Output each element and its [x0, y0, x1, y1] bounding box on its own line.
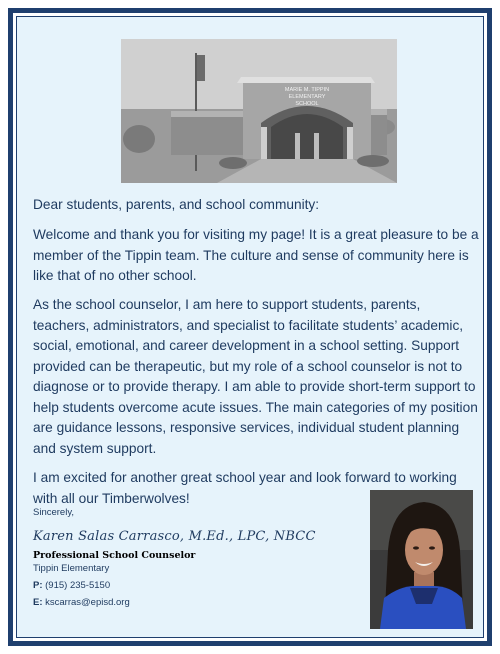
- school-sign-line-2: ELEMENTARY: [288, 94, 326, 100]
- letter-paragraph-role: As the school counselor, I am here to support students, parents, teachers, administrators, and specialist to facilitate students’ academic, social, emotional, and career development in a school setting. Support provided can be therapeutic, but my role of a school counselor is not to diagnose or to provide therapy. I am able to provide short-term support to help students overcome acute issues. The main categories of my position are guidance lessons, responsive services, individual student planning and system support.: [33, 297, 478, 456]
- school-building-photo: [121, 39, 397, 183]
- letter-greeting: Dear students, parents, and school community:: [33, 197, 320, 212]
- signature-school: Tippin Elementary: [33, 563, 110, 574]
- letter-panel: [16, 16, 484, 638]
- page-border: [8, 8, 492, 646]
- letter-closing: Sincerely,: [33, 507, 75, 518]
- phone-number: (915) 235-5150: [45, 580, 111, 591]
- letter-paragraph-welcome: Welcome and thank you for visiting my page! It is a great pleasure to be a member of the Tippin team. The culture and sense of community here is like that of no other school.: [33, 227, 479, 283]
- email-address: kscarras@episd.org: [45, 597, 130, 608]
- email-label: E:: [33, 597, 43, 608]
- signature-title: Professional School Counselor: [33, 550, 196, 561]
- school-sign-line-3: SCHOOL: [295, 101, 319, 107]
- phone-label: P:: [33, 580, 43, 591]
- school-sign-line-1: MARIE M. TIPPIN: [284, 87, 330, 93]
- signature-name: Karen Salas Carrasco, M.Ed., LPC, NBCC: [33, 529, 316, 544]
- letter-paragraph-closing: I am excited for another great school year and look forward to working with all our Timberwolves!: [33, 470, 457, 506]
- signature-phone: [33, 580, 110, 591]
- signature-email: [33, 597, 130, 608]
- counselor-portrait-photo: [370, 490, 473, 629]
